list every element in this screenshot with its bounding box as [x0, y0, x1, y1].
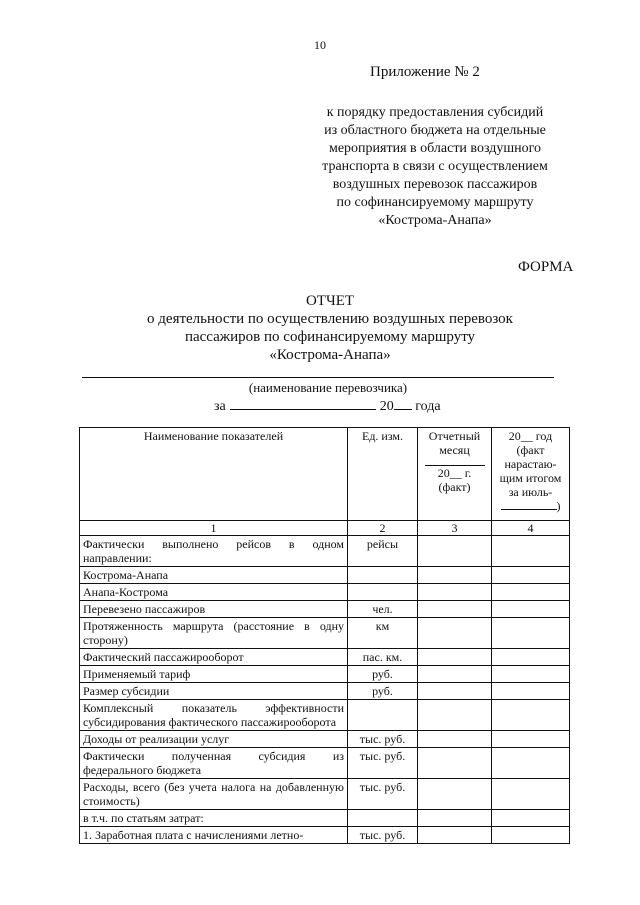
row-cumulative-cell[interactable]: [492, 567, 570, 584]
row-cumulative-cell[interactable]: [492, 810, 570, 827]
row-month-cell[interactable]: [418, 827, 492, 844]
row-unit: [348, 700, 418, 731]
row-month-cell[interactable]: [418, 649, 492, 666]
row-month-cell[interactable]: [418, 731, 492, 748]
table-row: [80, 683, 570, 700]
table-row: [80, 700, 570, 731]
table-row: [80, 810, 570, 827]
appendix-reference: [300, 104, 570, 230]
appendix-line: транспорта в связи с осуществлением: [322, 159, 548, 174]
appendix-line: к порядку предоставления субсидий: [326, 105, 544, 120]
row-name: Применяемый тариф: [80, 666, 348, 683]
header-month: [418, 428, 492, 521]
table-row: [80, 827, 570, 844]
report-title: ОТЧЕТ: [305, 293, 355, 309]
table-row: [80, 601, 570, 618]
row-month-cell[interactable]: [418, 601, 492, 618]
row-name: Доходы от реализации услуг: [80, 731, 348, 748]
row-month-cell[interactable]: [418, 567, 492, 584]
table-row: [80, 618, 570, 649]
row-cumulative-cell[interactable]: [492, 731, 570, 748]
carrier-caption: (наименование перевозчика): [248, 380, 408, 395]
row-name: Кострома-Анапа: [80, 567, 348, 584]
report-subtitle-line: о деятельности по осуществлению воздушных перевозок: [147, 311, 513, 327]
row-name: Размер субсидии: [80, 683, 348, 700]
header-month-bottom: 20__ г. (факт): [437, 466, 472, 494]
row-cumulative-cell[interactable]: [492, 779, 570, 810]
table-row: [80, 584, 570, 601]
header-cumulative-bottom: ): [556, 499, 561, 513]
report-table: [79, 427, 570, 844]
row-unit: [348, 567, 418, 584]
row-cumulative-cell[interactable]: [492, 618, 570, 649]
col-number: 4: [492, 521, 570, 536]
form-label: ФОРМА: [518, 259, 574, 275]
period-suffix: года: [415, 399, 441, 414]
row-month-cell[interactable]: [418, 810, 492, 827]
table-row: [80, 731, 570, 748]
appendix-line: из областного бюджета на отдельные: [324, 123, 546, 138]
header-month-rule: [425, 457, 485, 466]
report-period: [214, 397, 441, 415]
row-unit: чел.: [348, 601, 418, 618]
appendix-line: «Кострома-Анапа»: [378, 213, 492, 228]
row-month-cell[interactable]: [418, 779, 492, 810]
col-number: 2: [348, 521, 418, 536]
table-row: [80, 567, 570, 584]
row-unit: тыс. руб.: [348, 779, 418, 810]
row-month-cell[interactable]: [418, 584, 492, 601]
row-cumulative-cell[interactable]: [492, 827, 570, 844]
row-cumulative-cell[interactable]: [492, 683, 570, 700]
period-blank: [230, 397, 376, 410]
table-row: [80, 779, 570, 810]
row-name: Фактически полученная субсидия из федерального бюджета: [80, 748, 348, 779]
row-month-cell[interactable]: [418, 700, 492, 731]
row-month-cell[interactable]: [418, 683, 492, 700]
header-name: Наименование показателей: [80, 428, 348, 521]
row-month-cell[interactable]: [418, 618, 492, 649]
row-cumulative-cell[interactable]: [492, 584, 570, 601]
report-subtitle-line: «Кострома-Анапа»: [269, 347, 391, 363]
row-month-cell[interactable]: [418, 748, 492, 779]
appendix-line: по софинансируемому маршруту: [336, 195, 534, 210]
appendix-label: Приложение № 2: [370, 64, 480, 80]
period-prefix: за: [214, 399, 226, 414]
header-cumulative-top: 20__ год (факт нарастаю-щим итогом за июль-: [499, 429, 562, 499]
table-row: [80, 666, 570, 683]
row-name: Комплексный показатель эффективности субсидирования фактического пассажирооборота: [80, 700, 348, 731]
row-unit: км: [348, 618, 418, 649]
row-month-cell[interactable]: [418, 536, 492, 567]
row-unit: [348, 810, 418, 827]
row-unit: руб.: [348, 666, 418, 683]
row-unit: пас. км.: [348, 649, 418, 666]
row-name: Протяженность маршрута (расстояние в одну сторону): [80, 618, 348, 649]
row-unit: тыс. руб.: [348, 827, 418, 844]
row-name: Фактически выполнено рейсов в одном направлении:: [80, 536, 348, 567]
page-number: 10: [314, 38, 326, 52]
header-unit: Ед. изм.: [348, 428, 418, 521]
row-name: Анапа-Кострома: [80, 584, 348, 601]
row-name: Перевезено пассажиров: [80, 601, 348, 618]
row-cumulative-cell[interactable]: [492, 748, 570, 779]
row-cumulative-cell[interactable]: [492, 536, 570, 567]
appendix-line: мероприятия в области воздушного: [328, 141, 542, 156]
table-header-row: [80, 428, 570, 521]
col-number: 3: [418, 521, 492, 536]
report-subtitle-line: пассажиров по софинансируемому маршруту: [184, 329, 476, 345]
column-number-row: [80, 521, 570, 536]
period-year-prefix: 20: [379, 399, 394, 414]
row-unit: рейсы: [348, 536, 418, 567]
row-name: 1. Заработная плата с начислениями летно-: [80, 827, 348, 844]
row-cumulative-cell[interactable]: [492, 649, 570, 666]
row-name: Расходы, всего (без учета налога на добавленную стоимость): [80, 779, 348, 810]
row-cumulative-cell[interactable]: [492, 601, 570, 618]
row-unit: тыс. руб.: [348, 731, 418, 748]
header-cumulative-end: [495, 499, 566, 513]
table-row: [80, 748, 570, 779]
row-unit: руб.: [348, 683, 418, 700]
period-year-blank: [394, 397, 412, 410]
row-unit: тыс. руб.: [348, 748, 418, 779]
row-cumulative-cell[interactable]: [492, 700, 570, 731]
table-row: [80, 649, 570, 666]
carrier-name-blank: [82, 377, 554, 378]
row-unit: [348, 584, 418, 601]
row-cumulative-cell[interactable]: [492, 666, 570, 683]
col-number: 1: [80, 521, 348, 536]
row-name: Фактический пассажирооборот: [80, 649, 348, 666]
table-row: [80, 536, 570, 567]
header-month-top: Отчетный месяц: [428, 429, 481, 457]
report-title-block: [0, 292, 640, 364]
row-month-cell[interactable]: [418, 666, 492, 683]
appendix-line: воздушных перевозок пассажиров: [332, 177, 538, 192]
row-name: в т.ч. по статьям затрат:: [80, 810, 348, 827]
header-cumulative: [492, 428, 570, 521]
